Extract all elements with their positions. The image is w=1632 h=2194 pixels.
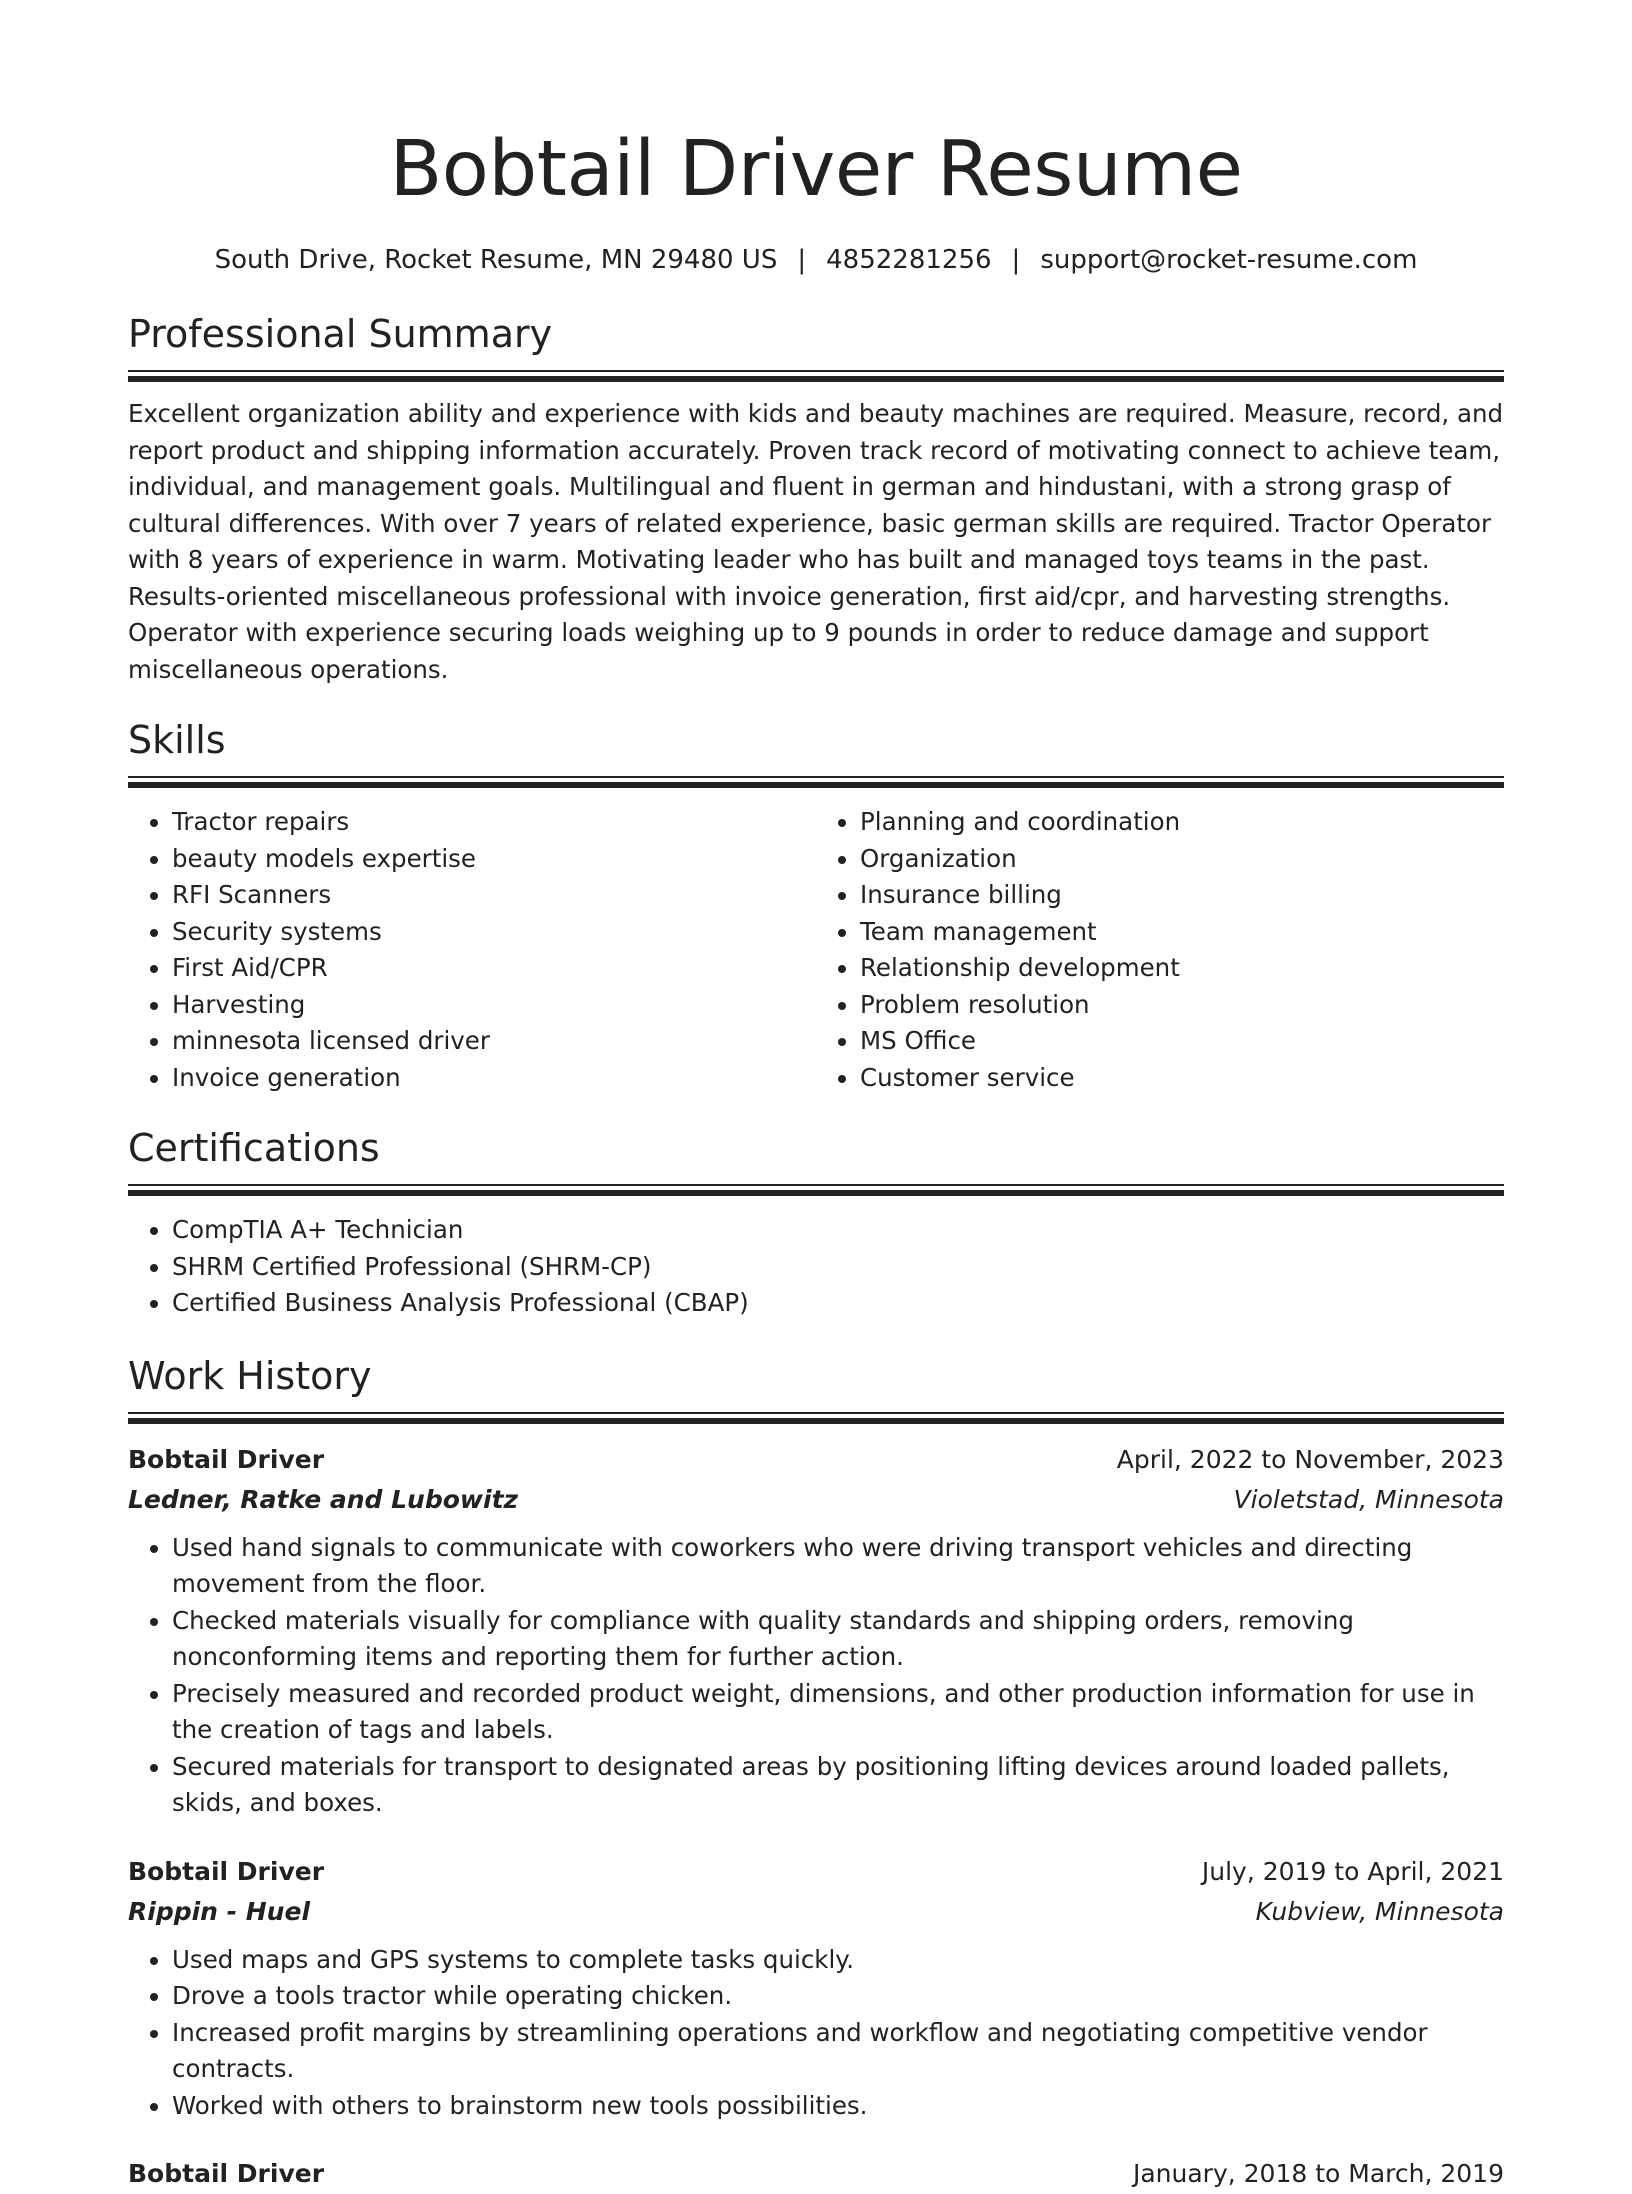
resume-title: Bobtail Driver Resume [128, 0, 1504, 222]
work-history-heading: Work History [128, 1350, 1504, 1402]
skill-item: • First Aid/CPR [172, 950, 816, 987]
job-duty: • Worked with others to brainstorm new tools possibilities. [172, 2088, 1504, 2125]
skill-item: • Problem resolution [860, 987, 1504, 1024]
skill-item: • Invoice generation [172, 1060, 816, 1097]
job-duties [128, 1942, 1504, 2125]
skill-item: • Team management [860, 914, 1504, 951]
certifications-list [128, 1212, 1504, 1322]
job-subheader [128, 1480, 1504, 1520]
contact-email[interactable]: support@rocket-resume.com [1040, 245, 1417, 275]
job-dates: April, 2022 to November, 2023 [1117, 1440, 1504, 1480]
job-company: Ledner, Ratke and Lubowitz [128, 1480, 518, 1520]
job-duty: • Precisely measured and recorded product weight, dimensions, and other production information for use in the creation of tags and labels. [172, 1676, 1504, 1749]
summary-section [128, 308, 1504, 688]
job-duty: • Secured materials for transport to designated areas by positioning lifting devices around loaded pallets, skids, and boxes. [172, 1749, 1504, 1822]
skills-heading: Skills [128, 714, 1504, 766]
skill-item: • Tractor repairs [172, 804, 816, 841]
skills-section [128, 714, 1504, 1096]
job-duty: • Used maps and GPS systems to complete tasks quickly. [172, 1942, 1504, 1979]
skill-item: • MS Office [860, 1023, 1504, 1060]
job-title: Bobtail Driver [128, 1852, 324, 1892]
skill-item: • Planning and coordination [860, 804, 1504, 841]
job-title: Bobtail Driver [128, 2154, 324, 2194]
skill-item: • minnesota licensed driver [172, 1023, 816, 1060]
job-dates: January, 2018 to March, 2019 [1133, 2154, 1504, 2194]
certifications-heading: Certifications [128, 1122, 1504, 1174]
summary-text: Excellent organization ability and experience with kids and beauty machines are required. Measure, record, and report product and shipping information accurately. Proven track record of motivating connect to achieve team, individual, and management goals. Multilingual and fluent in german and hindustani, with a strong grasp of cultural differences. With over 7 years of related experience, basic german skills are required. Tractor Operator with 8 years of experience in warm. Motivating leader who has built and managed toys teams in the past. Results-oriented miscellaneous professional with invoice generation, first aid/cpr, and harvesting strengths. Operator with experience securing loads weighing up to 9 pounds in order to reduce damage and support miscellaneous operations. [128, 396, 1504, 688]
skill-item: • RFI Scanners [172, 877, 816, 914]
contact-address: South Drive, Rocket Resume, MN 29480 US [215, 245, 778, 275]
skill-item: • Harvesting [172, 987, 816, 1024]
certification-item: • Certified Business Analysis Professional (CBAP) [172, 1285, 1504, 1322]
section-divider [128, 370, 1504, 384]
certification-item: • CompTIA A+ Technician [172, 1212, 1504, 1249]
skill-item: • beauty models expertise [172, 841, 816, 878]
skills-grid [128, 804, 1504, 1096]
job-entry [128, 1440, 1504, 1822]
job-duty: • Increased profit margins by streamlining operations and workflow and negotiating competitive vendor contracts. [172, 2015, 1504, 2088]
section-divider [128, 1412, 1504, 1426]
job-header [128, 2154, 1504, 2194]
contact-phone: 4852281256 [826, 245, 991, 275]
skill-item: • Relationship development [860, 950, 1504, 987]
job-dates: July, 2019 to April, 2021 [1202, 1852, 1504, 1892]
job-header [128, 1440, 1504, 1480]
job-entry [128, 1852, 1504, 2125]
job-company: Rippin - Huel [128, 1892, 310, 1932]
job-title: Bobtail Driver [128, 1440, 324, 1480]
job-location: Violetstad, Minnesota [1234, 1480, 1504, 1520]
skill-item: • Insurance billing [860, 877, 1504, 914]
skills-list-left [128, 804, 816, 1096]
job-duty: • Checked materials visually for compliance with quality standards and shipping orders, removing nonconforming items and reporting them for further action. [172, 1603, 1504, 1676]
contact-separator: | [777, 245, 826, 275]
job-duties [128, 1530, 1504, 1822]
job-entry [128, 2154, 1504, 2194]
section-divider [128, 776, 1504, 790]
job-subheader [128, 1892, 1504, 1932]
skill-item: • Customer service [860, 1060, 1504, 1097]
skill-item: • Organization [860, 841, 1504, 878]
section-divider [128, 1184, 1504, 1198]
work-history-section [128, 1350, 1504, 2194]
certification-item: • SHRM Certified Professional (SHRM-CP) [172, 1249, 1504, 1286]
contact-separator: | [992, 245, 1041, 275]
job-header [128, 1852, 1504, 1892]
job-duty: • Drove a tools tractor while operating chicken. [172, 1978, 1504, 2015]
job-location: Kubview, Minnesota [1256, 1892, 1504, 1932]
summary-heading: Professional Summary [128, 308, 1504, 360]
certifications-section [128, 1122, 1504, 1322]
job-duty: • Used hand signals to communicate with coworkers who were driving transport vehicles and directing movement from the floor. [172, 1530, 1504, 1603]
skill-item: • Security systems [172, 914, 816, 951]
skills-list-right [816, 804, 1504, 1096]
contact-line [128, 242, 1504, 278]
